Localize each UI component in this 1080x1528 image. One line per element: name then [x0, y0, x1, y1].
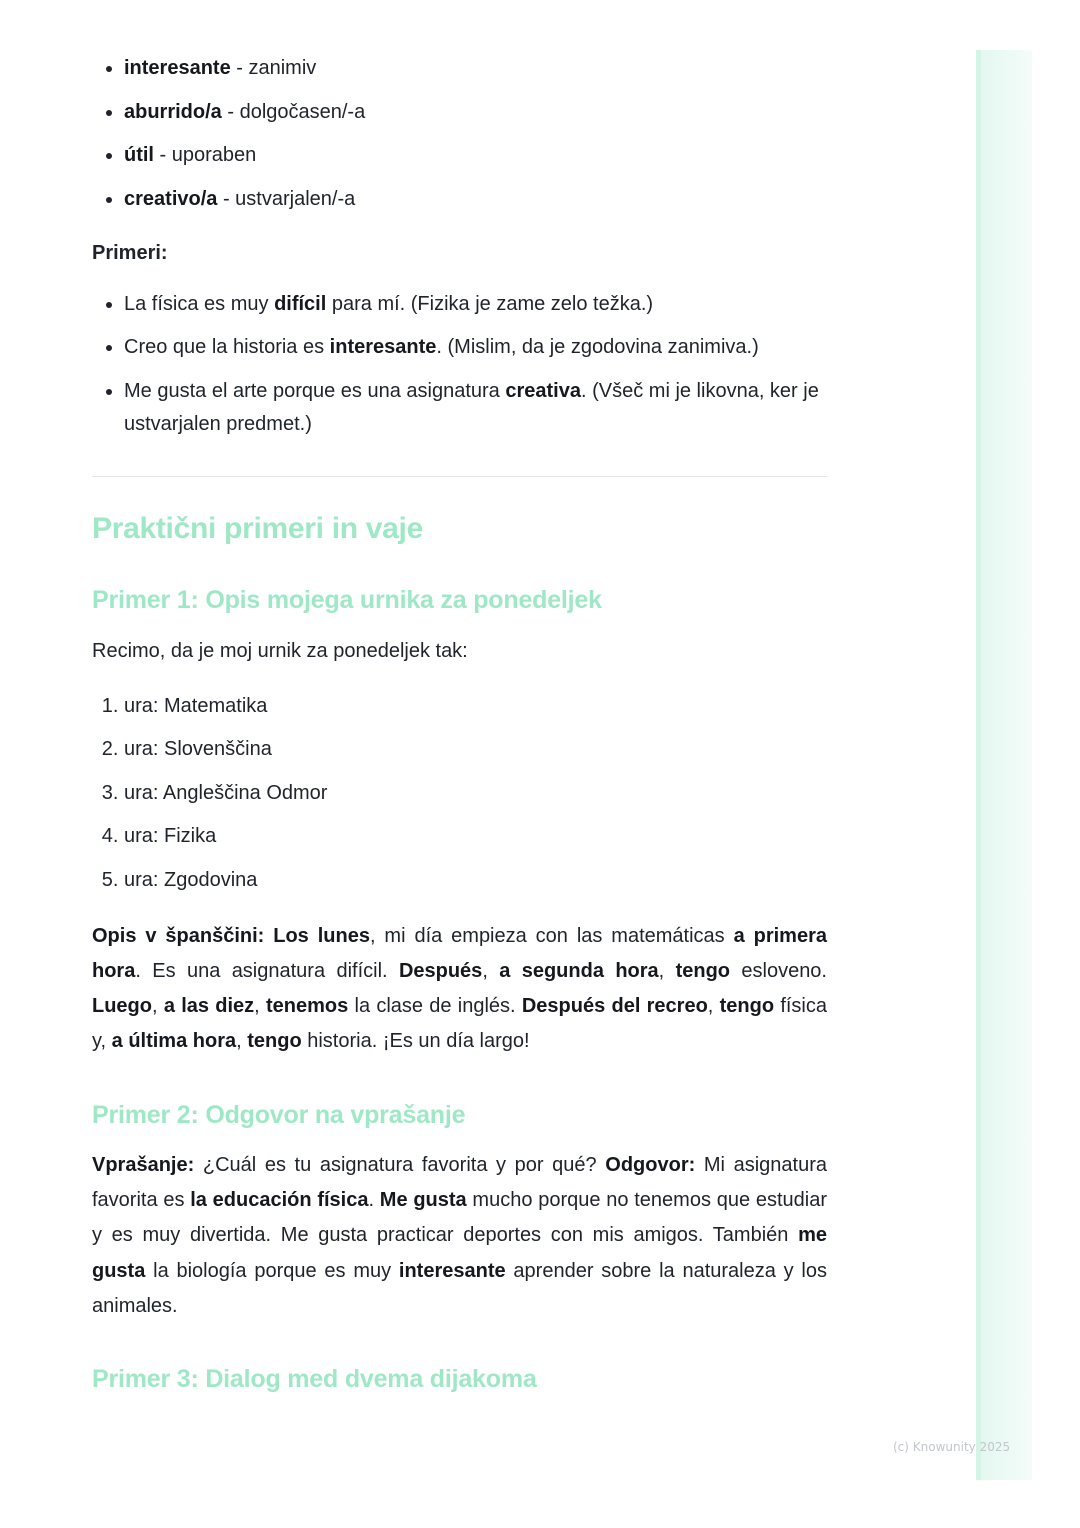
text-run: . Es una asignatura difícil.: [135, 959, 399, 982]
vocab-translation: - dolgočasen/-a: [221, 100, 366, 123]
example-text: Me gusta el arte porque es una asignatura: [124, 379, 506, 402]
text-run: ,: [236, 1030, 248, 1053]
example-item: [124, 375, 827, 441]
examples-label: Primeri:: [92, 241, 168, 264]
page-sidebar-accent-line: [976, 50, 981, 1480]
example-item: [124, 331, 827, 364]
example-keyword: difícil: [274, 292, 327, 315]
example-keyword: interesante: [329, 336, 437, 358]
bold-text-run: Vprašanje:: [92, 1153, 195, 1176]
vocab-item: [124, 183, 827, 216]
schedule-item: 4. ura: Fizika: [124, 820, 827, 853]
schedule-list: [92, 690, 827, 897]
text-run: ,: [658, 959, 676, 982]
bold-text-run: tenemos: [266, 995, 349, 1018]
example-text: . (Mislim, da je zgodovina zanimiva.): [436, 336, 759, 358]
text-run: mucho porque no tenemos que estudiar y es muy divertida. Me gusta practicar deportes con mis amigos. También: [92, 1188, 827, 1247]
bold-text-run: tengo: [675, 959, 731, 982]
text-run: la clase de inglés.: [348, 995, 522, 1018]
vocab-translation: - uporaben: [154, 144, 257, 166]
primer2-heading: Primer 2: Odgovor na vprašanje: [92, 1100, 466, 1129]
text-run: aprender sobre la naturaleza y los animales.: [92, 1259, 827, 1317]
bold-text-run: tengo: [719, 995, 775, 1018]
primer3-heading: Primer 3: Dialog med dvema dijakoma: [92, 1365, 537, 1394]
primer1-intro: Recimo, da je moj urnik za ponedeljek tak:: [92, 639, 468, 662]
primer1-description: [92, 919, 827, 1060]
bold-text-run: Después del recreo: [521, 995, 708, 1018]
example-item: [124, 288, 827, 321]
text-run: ,: [707, 995, 720, 1018]
schedule-item: 1. ura: Matematika: [124, 690, 827, 723]
copyright-footer: (c) Knowunity 2025: [893, 1440, 1011, 1454]
vocab-item: [124, 52, 827, 85]
bold-text-run: Luego: [92, 995, 152, 1018]
example-keyword: creativa: [505, 379, 581, 402]
text-run: Mi asignatura favorita es: [92, 1153, 827, 1211]
vocab-translation: - zanimiv: [230, 57, 317, 79]
text-run: , mi día empieza con las matemáticas: [369, 924, 734, 947]
example-text: La física es muy: [124, 292, 275, 315]
bold-text-run: Opis v španščini: Los lunes: [92, 924, 370, 947]
text-run: física y,: [92, 995, 827, 1053]
schedule-item: 3. ura: Angleščina Odmor: [124, 777, 827, 810]
example-text: . (Všeč mi je likovna, ker je ustvarjalen predmet.): [124, 379, 819, 435]
vocab-item: [124, 139, 827, 172]
section-heading: Praktični primeri in vaje: [92, 511, 423, 545]
text-run: ,: [254, 995, 266, 1018]
schedule-item: 5. ura: Zgodovina: [124, 864, 827, 897]
bold-text-run: a última hora: [111, 1030, 237, 1053]
bold-text-run: tengo: [247, 1030, 302, 1053]
primer1-heading: Primer 1: Opis mojega urnika za ponedeljek: [92, 585, 602, 614]
bold-text-run: Después: [398, 959, 483, 982]
example-text: Creo que la historia es: [124, 336, 330, 358]
text-run: la biología porque es muy: [145, 1259, 399, 1282]
vocab-term: interesante: [124, 57, 231, 79]
text-run: ,: [152, 995, 164, 1018]
text-run: ,: [482, 959, 500, 982]
vocab-item: [124, 96, 827, 129]
example-text: para mí. (Fizika je zame zelo težka.): [326, 292, 654, 315]
vocab-translation: - ustvarjalen/-a: [217, 187, 356, 210]
text-run: esloveno.: [730, 959, 827, 982]
primer2-text: [92, 1148, 827, 1324]
bold-text-run: Odgovor:: [605, 1153, 696, 1176]
text-run: historia. ¡Es un día largo!: [301, 1030, 530, 1053]
examples-list: [92, 288, 827, 441]
text-run: ¿Cuál es tu asignatura favorita y por qué?: [194, 1153, 606, 1176]
vocab-term: útil: [124, 144, 154, 166]
schedule-item: 2. ura: Slovenščina: [124, 733, 827, 766]
bold-text-run: la educación física: [190, 1188, 369, 1211]
bold-text-run: interesante: [398, 1259, 506, 1282]
text-run: .: [368, 1188, 380, 1211]
page-sidebar-decoration: [976, 50, 1032, 1480]
section-divider: [92, 476, 827, 477]
bold-text-run: Me gusta: [379, 1188, 467, 1211]
bold-text-run: a primera hora: [92, 924, 827, 982]
document-content: [92, 48, 827, 1396]
vocab-term: aburrido/a: [124, 100, 222, 123]
bold-text-run: a segunda hora: [499, 959, 659, 982]
vocab-term: creativo/a: [124, 187, 218, 210]
vocab-list: [92, 52, 827, 216]
bold-text-run: me gusta: [92, 1224, 827, 1282]
bold-text-run: a las diez: [163, 995, 255, 1018]
